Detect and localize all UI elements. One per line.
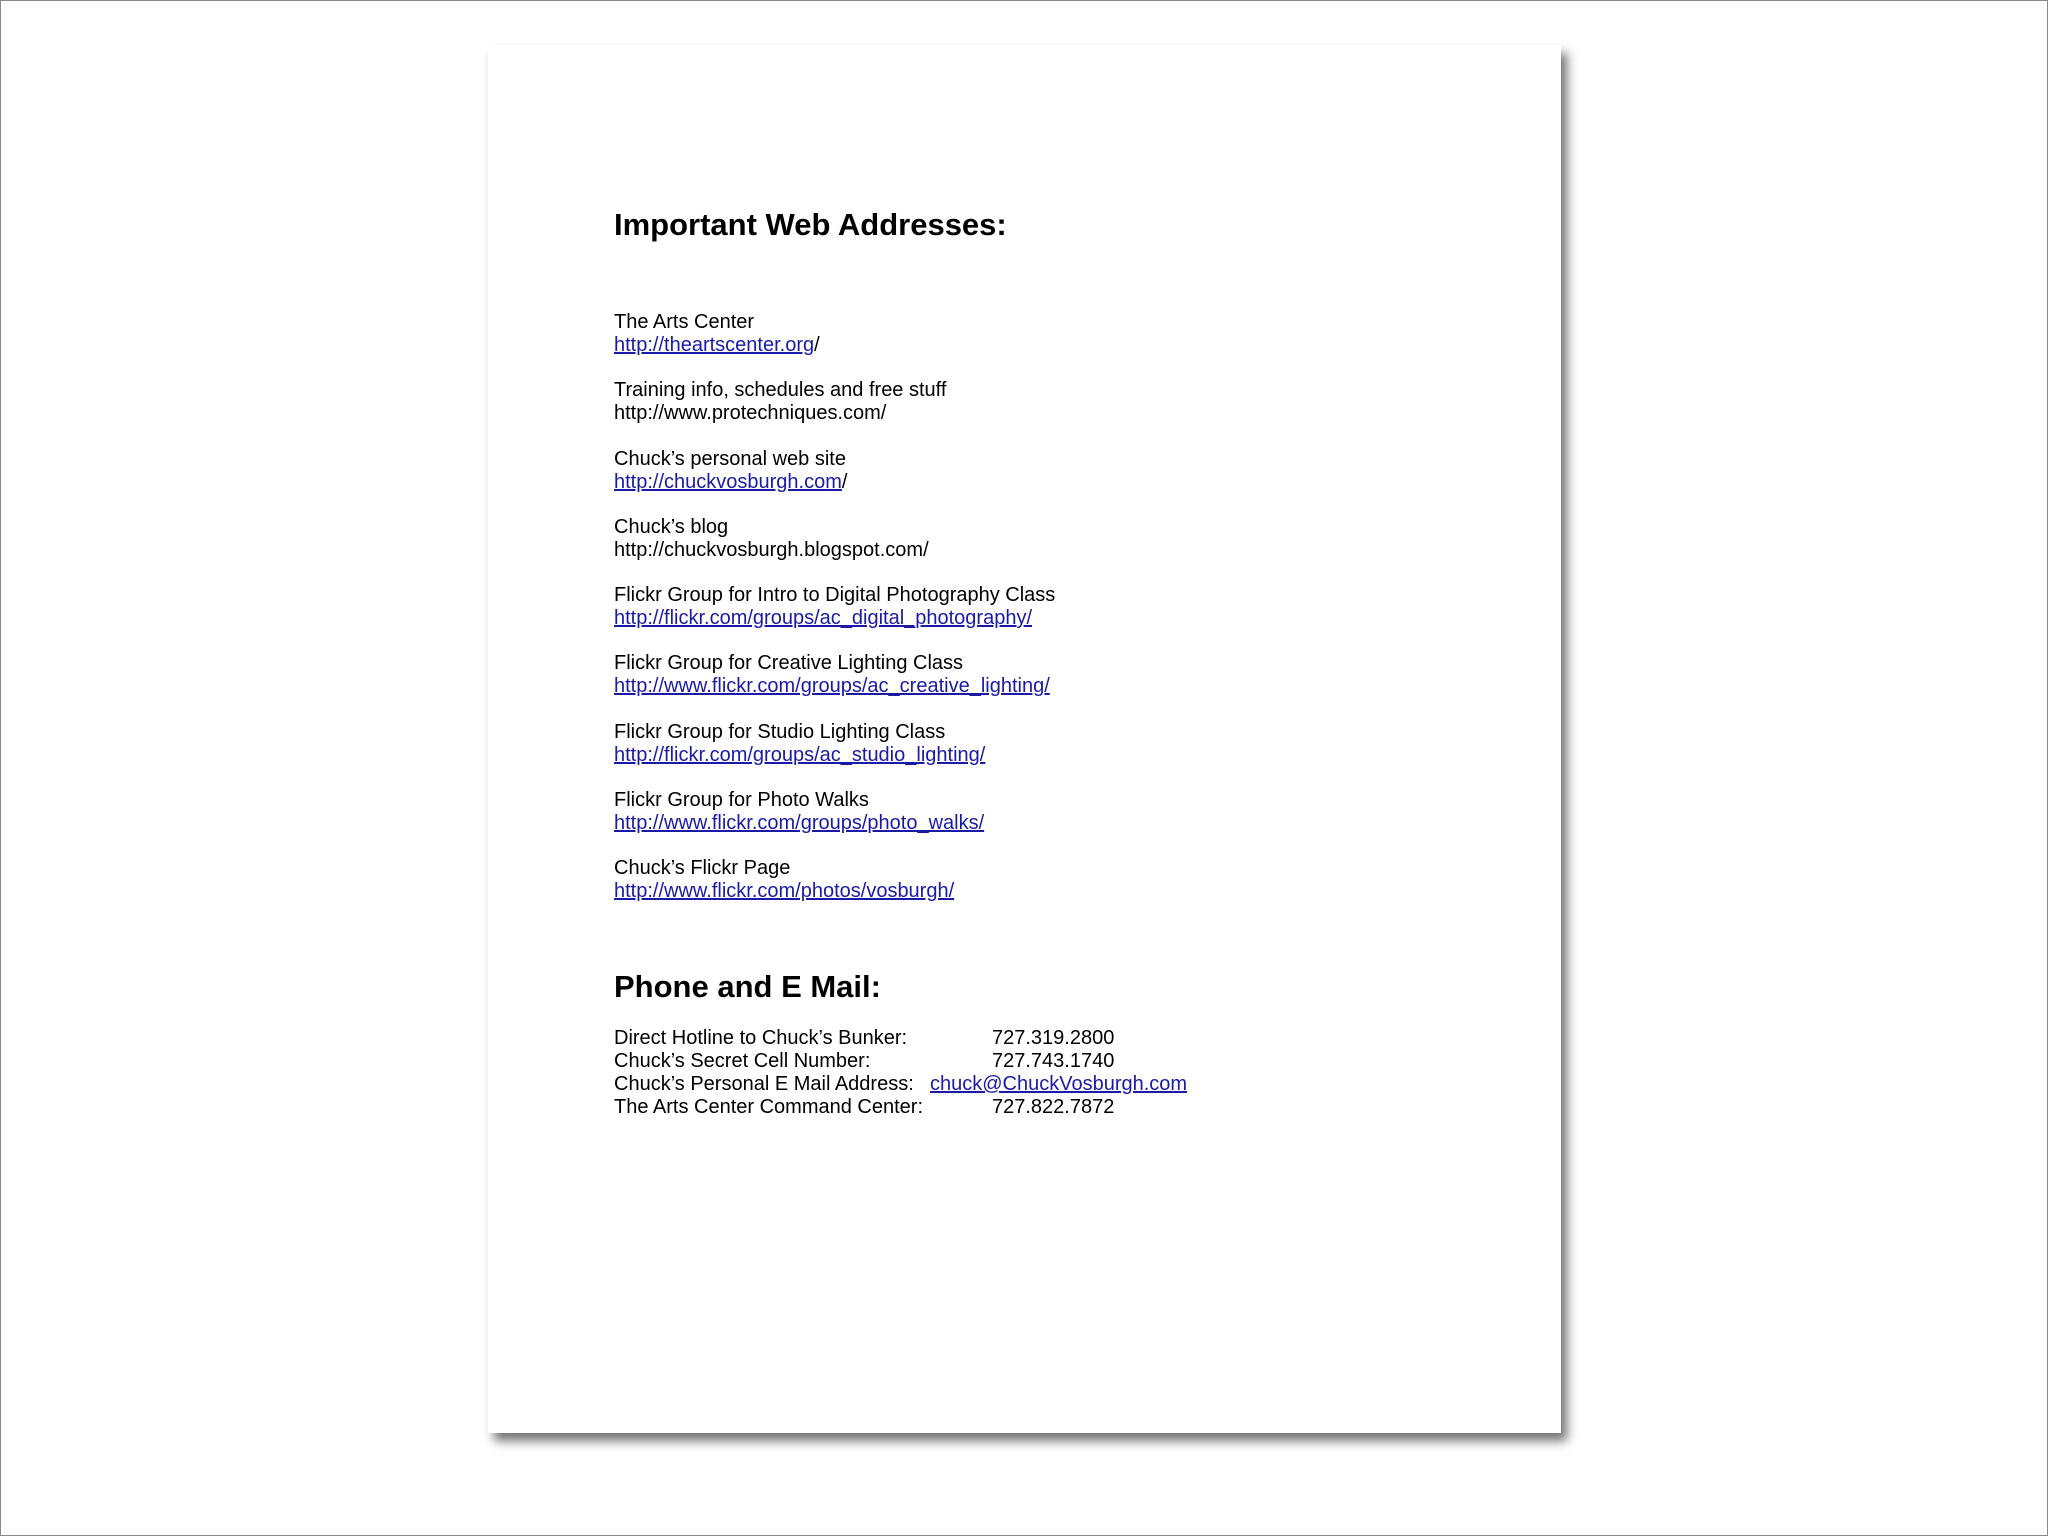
entry-description: Flickr Group for Studio Lighting Class: [614, 720, 946, 743]
entry-url-line: [614, 675, 1494, 698]
email-link[interactable]: chuck@ChuckVosburgh.com: [930, 1073, 1188, 1095]
entry-description: Flickr Group for Photo Walks: [614, 789, 869, 812]
contact-row: [614, 1027, 1494, 1050]
entry-url-line: [614, 744, 1494, 767]
personal-site-link[interactable]: http://chuckvosburgh.com: [614, 470, 842, 493]
contact-list: [614, 1027, 1494, 1119]
list-item: [614, 721, 1494, 789]
entry-description: Chuck’s blog: [614, 515, 729, 538]
contact-row: [614, 1096, 1494, 1119]
entry-url-line: [614, 471, 1494, 494]
list-item: [614, 448, 1494, 516]
digital-photography-group-link[interactable]: http://flickr.com/groups/ac_digital_photography/: [614, 607, 1033, 630]
contact-value: 727.822.7872: [992, 1096, 1115, 1118]
phone-email-heading: Phone and E Mail:: [614, 969, 881, 1004]
entry-description: Training info, schedules and free stuff: [614, 379, 947, 402]
contact-row: [614, 1073, 1494, 1096]
entry-url-line: [614, 880, 1494, 903]
list-item: [614, 789, 1494, 857]
entry-description: Flickr Group for Intro to Digital Photography Class: [614, 584, 1056, 607]
url-suffix: /: [814, 334, 820, 356]
list-item: [614, 652, 1494, 720]
flickr-page-link[interactable]: http://www.flickr.com/photos/vosburgh/: [614, 880, 955, 903]
entry-description: Flickr Group for Creative Lighting Class: [614, 652, 964, 675]
arts-center-link[interactable]: http://theartscenter.org: [614, 334, 815, 356]
web-address-list: [614, 311, 1494, 926]
document-page: [488, 45, 1561, 1433]
blog-url: http://chuckvosburgh.blogspot.com/: [614, 538, 929, 561]
contact-value: 727.743.1740: [992, 1050, 1115, 1072]
url-suffix: /: [841, 470, 848, 493]
entry-url-line: [614, 607, 1494, 630]
entry-description: Chuck’s personal web site: [614, 447, 846, 470]
contact-label: Chuck’s Secret Cell Number:: [614, 1050, 871, 1072]
contact-row: [614, 1050, 1494, 1073]
list-item: [614, 379, 1494, 447]
list-item: [614, 857, 1494, 925]
entry-description: Chuck’s Flickr Page: [614, 857, 791, 880]
list-item: [614, 311, 1494, 379]
entry-description: The Arts Center: [614, 311, 755, 333]
list-item: [614, 584, 1494, 652]
entry-url-line: [614, 812, 1494, 835]
contact-label: Direct Hotline to Chuck’s Bunker:: [614, 1027, 908, 1049]
protechniques-url: http://www.protechniques.com/: [614, 402, 887, 425]
contact-value: 727.319.2800: [992, 1027, 1115, 1049]
contact-label: The Arts Center Command Center:: [614, 1096, 924, 1118]
contact-label: Chuck’s Personal E Mail Address:: [614, 1073, 914, 1095]
photo-walks-group-link[interactable]: http://www.flickr.com/groups/photo_walks/: [614, 812, 985, 835]
list-item: [614, 516, 1494, 584]
web-addresses-heading: Important Web Addresses:: [614, 207, 1007, 242]
entry-url-line: [614, 334, 1494, 357]
studio-lighting-group-link[interactable]: http://flickr.com/groups/ac_studio_lighting/: [614, 743, 986, 766]
creative-lighting-group-link[interactable]: http://www.flickr.com/groups/ac_creative_lighting/: [614, 675, 1050, 698]
